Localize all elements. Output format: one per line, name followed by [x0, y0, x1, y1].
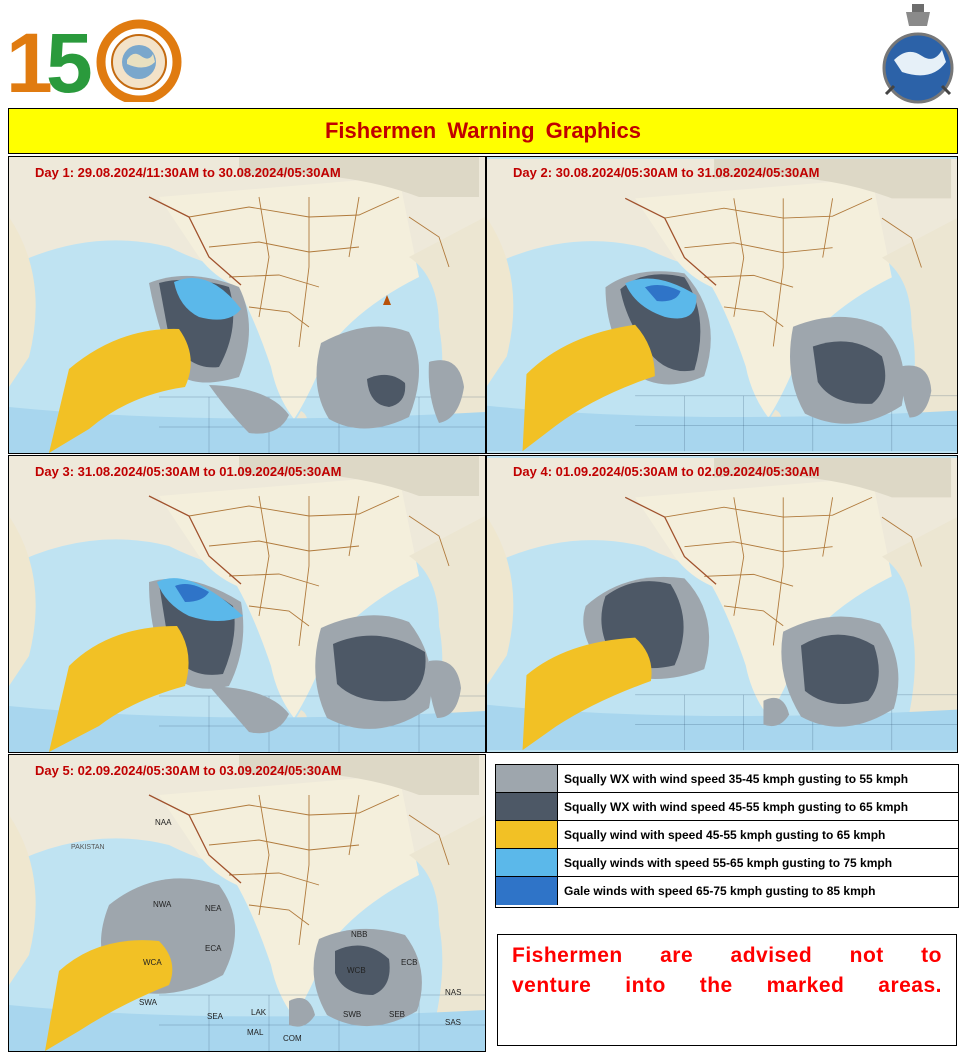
- legend-label: Squally winds with speed 55-65 kmph gusting to 75 kmph: [564, 855, 893, 870]
- day-2-map: [487, 157, 957, 453]
- legend-label: Squally WX with wind speed 35-45 kmph gusting to 55 kmph: [564, 771, 909, 786]
- legend-row: [496, 849, 958, 877]
- day-1-map: [9, 157, 485, 453]
- region-label: SWA: [139, 998, 157, 1007]
- day-2-map-panel: [486, 156, 958, 454]
- region-label: ECB: [401, 958, 418, 967]
- day-1-map-panel: [8, 156, 486, 454]
- legend-row: [496, 765, 958, 793]
- title-bar: [8, 108, 958, 154]
- day-4-map-panel: [486, 455, 958, 753]
- legend-swatch: [496, 877, 558, 905]
- country-label: PAKISTAN: [71, 844, 105, 851]
- day-5-label: Day 5: 02.09.2024/05:30AM to 03.09.2024/05:30AM: [35, 763, 342, 778]
- region-label: LAK: [251, 1008, 267, 1017]
- legend-label: Squally wind with speed 45-55 kmph gusting to 65 kmph: [564, 827, 886, 842]
- day-3-map: [9, 456, 485, 752]
- legend: [495, 764, 959, 908]
- legend-label: Squally WX with wind speed 45-55 kmph gusting to 65 kmph: [564, 799, 909, 814]
- imd-emblem-icon: [876, 4, 960, 104]
- page-title: Fishermen Warning Graphics: [324, 118, 642, 143]
- legend-swatch: [496, 793, 558, 820]
- region-label: NEA: [205, 904, 222, 913]
- region-label: WCB: [347, 966, 366, 975]
- day-1-label: Day 1: 29.08.2024/11:30AM to 30.08.2024/05:30AM: [35, 165, 341, 180]
- svg-text:1: 1: [6, 16, 53, 102]
- day-5-map: [9, 755, 485, 1051]
- legend-swatch: [496, 849, 558, 876]
- legend-row: [496, 877, 958, 905]
- day-3-map-panel: [8, 455, 486, 753]
- region-label: SEA: [207, 1012, 224, 1021]
- day-2-label: Day 2: 30.08.2024/05:30AM to 31.08.2024/05:30AM: [513, 165, 820, 180]
- day-4-map: [487, 456, 957, 752]
- day-5-map-panel: [8, 754, 486, 1052]
- region-label: NWA: [153, 900, 172, 909]
- region-label: COM: [283, 1034, 302, 1043]
- region-label: WCA: [143, 958, 162, 967]
- region-label: MAL: [247, 1028, 264, 1037]
- legend-swatch: [496, 765, 558, 792]
- region-label: SWB: [343, 1010, 362, 1019]
- legend-swatch: [496, 821, 558, 848]
- region-label: SAS: [445, 1018, 462, 1027]
- legend-row: [496, 793, 958, 821]
- svg-text:5: 5: [46, 16, 93, 102]
- imd-150-logo: [6, 16, 186, 102]
- day-4-label: Day 4: 01.09.2024/05:30AM to 02.09.2024/05:30AM: [513, 464, 820, 479]
- region-label: NAA: [155, 818, 172, 827]
- region-label: ECA: [205, 944, 222, 953]
- region-label: SEB: [389, 1010, 406, 1019]
- legend-label: Gale winds with speed 65-75 kmph gusting to 85 kmph: [564, 884, 876, 898]
- region-label: NBB: [351, 930, 368, 939]
- legend-row: [496, 821, 958, 849]
- advisory-text: Fishermen are advised not to venture into the marked areas.: [512, 944, 942, 997]
- region-label: NAS: [445, 988, 462, 997]
- advisory-box: [497, 934, 957, 1046]
- day-3-label: Day 3: 31.08.2024/05:30AM to 01.09.2024/05:30AM: [35, 464, 342, 479]
